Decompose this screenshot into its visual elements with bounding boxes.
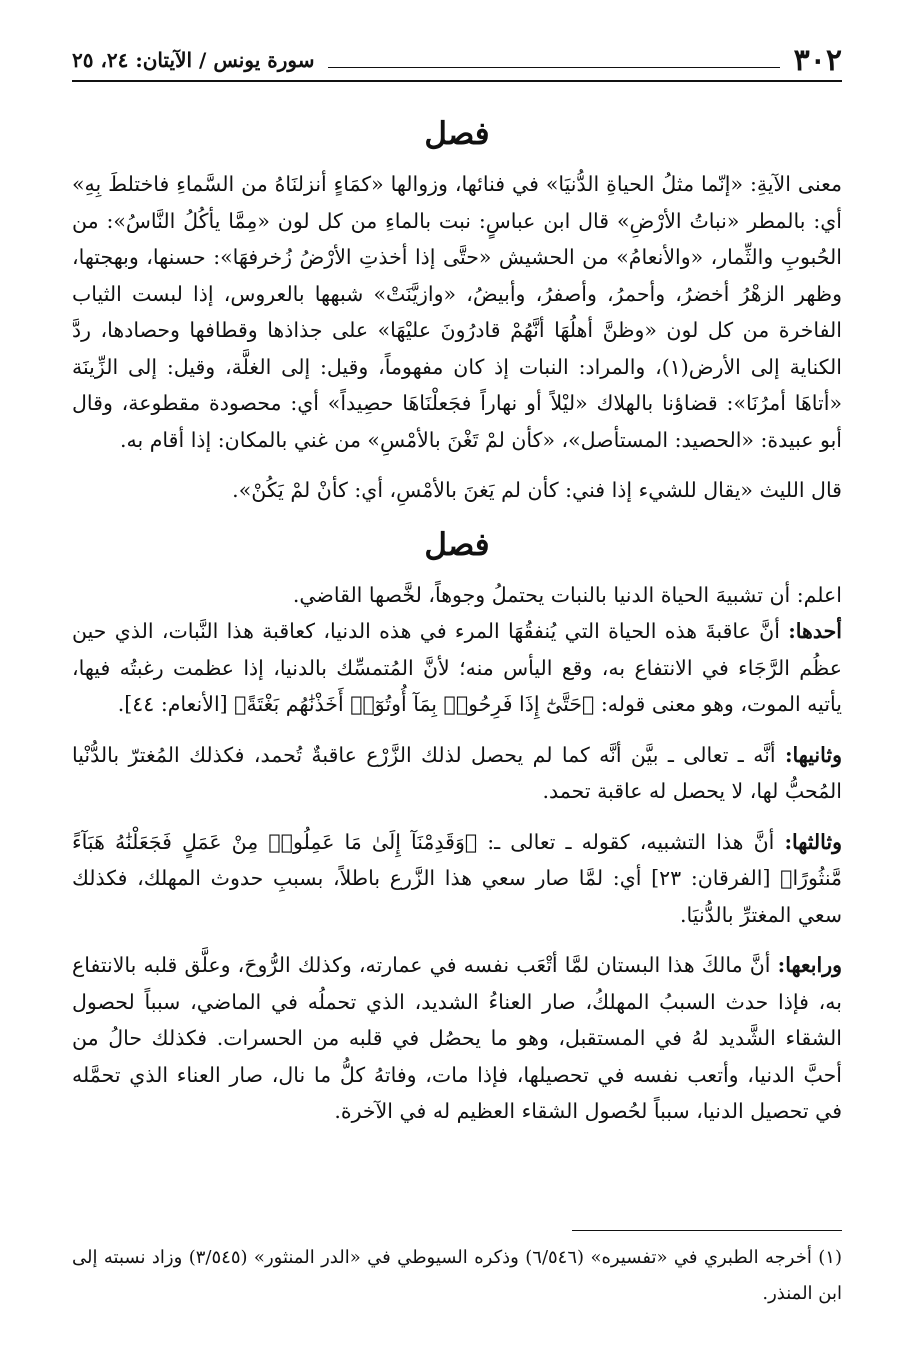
paragraph-lead: أحدها: bbox=[788, 619, 842, 643]
footnote: (١) أخرجه الطبري في «تفسيره» (٦/٥٤٦) وذكره السيوطي في «الدر المنثور» (٣/٥٤٥) وزاد نسبته إلى ابن المنذر. bbox=[72, 1247, 842, 1304]
footnote-divider bbox=[572, 1230, 842, 1231]
paragraph-lead: وثالثها: bbox=[784, 829, 842, 854]
paragraph-lead: ورابعها: bbox=[777, 953, 842, 977]
paragraph-text: أنَّ عاقبةَ هذه الحياة التي يُنفقُهَا المرء في هذه الدنيا، كعاقبة هذا النَّبات، الذي حين عظُم الرَّجَاء في الانتفاع به، وقع اليأس منه؛ لأنَّ المُتمسِّك بالدنيا، إذا عظمت رغبتُه فيها، يأتيه الموت، وهو معنى قوله: ﴿حَتَّىٰٓ إِذَا فَرِحُوا۟ بِمَآ أُوتُوٓا۟ أَخَذْنَٰهُم بَغْتَةً﴾ [الأنعام: ٤٤]. bbox=[72, 619, 842, 716]
section-heading: فصل bbox=[424, 116, 490, 152]
section-heading: فصل bbox=[424, 526, 490, 563]
paragraph-text: أنَّ هذا التشبيه، كقوله ـ تعالى ـ: ﴿وَقَدِمْنَآ إِلَىٰ مَا عَمِلُوا۟ مِنْ عَمَلٍ فَجَعَلْنَٰهُ هَبَآءً مَّنثُورًا﴾ [الفرقان: ٢٣] أي: لمَّا صار سعي هذا الزَّرع باطلاً، بسببِ حدوث المهلك، فكذلك سعي المغترِّ بالدُّنيَا. bbox=[72, 829, 842, 927]
paragraph bbox=[72, 737, 842, 810]
paragraph-text: اعلم: أن تشبيهَ الحياة الدنيا بالنبات يحتملُ وجوهاً، لخَّصها القاضي. bbox=[292, 582, 842, 607]
paragraph bbox=[72, 472, 842, 509]
paragraph bbox=[72, 577, 842, 614]
header-divider bbox=[328, 53, 779, 68]
paragraph-text: أنَّه ـ تعالى ـ بيَّن أنَّه كما لم يحصل لذلك الزَّرْع عاقبةٌ تُحمد، فكذلك المُغترّ بالدُّنْيا المُحبُّ لها، لا يحصل له عاقبة تحمد. bbox=[72, 742, 842, 803]
paragraph bbox=[72, 613, 842, 723]
paragraph-text: معنى الآيةِ: «إنّما مثلُ الحياةِ الدُّنيَا» في فنائها، وزوالها «كمَاءٍ أنزلنَاهُ من السَّماءِ فاختلطَ بِهِ» أي: بالمطر «نباتُ الأرْضِ» قال ابن عباسٍ: نبت بالماءِ من كل لون «مِمَّا يأكُلُ النَّاسُ»: من الحُبوبِ والثِّمار، «والأنعامُ» من الحشيش «حتَّى إذا أخذتِ الأرْضُ زُخرفهَا»: حسنها، وبهجتها، وظهر الزهْرُ أخضرُ، وأحمرُ، وأصفرُ، وأبيضُ، «وازيَّنَتْ» شبهها بالعروس، إذا لبست الثياب الفاخرة من كل لون «وظنَّ أهلُهَا أنَّهُمْ قادرُونَ عليْهَا» على جذاذها وقطافها وحصادها، ردَّ الكناية إلى الأرض(١)، والمراد: النبات إذ كان مفهوماً، وقيل: إلى الغلَّة، وقيل: إلى الزِّينَة «أتاهَا أمرُنَا»: قضاؤنا بالهلاك «ليْلاً أو نهاراً فجَعلْنَاهَا حصِيداً» أي: محصودة مقطوعة، وقال أبو عبيدة: «الحصيد: المستأصل»، «كأن لمْ تَغْنَ بالأمْسِ» من غني بالمكان: إذا أقام به. bbox=[72, 172, 842, 452]
running-head: سورة يونس / الآيتان: ٢٤، ٢٥ bbox=[72, 48, 315, 72]
paragraph-text: أنَّ مالكَ هذا البستان لمَّا أتْعَب نفسه في عمارته، وكذلك الرُّوحَ، وعلَّق قلبه بالانتفاع به، فإذا حدث السببُ المهلكُ، صار العناءُ الشديد، الذي تحملُه في الماضي، سبباً لحصول الشقاء الشَّديد لهُ في المستقبل، وهو ما يحصُل في قلبه من الحسرات. فكذلك حالُ من أحبَّ الدنيا، وأتعب نفسه في تحصيلها، فإذا مات، وفاتهُ كلُّ ما نال، صار العناء الذي تحمَّله في تحصيل الدنيا، سبباً لحُصول الشقاء العظيم له في الآخرة. bbox=[72, 953, 842, 1123]
paragraph bbox=[72, 166, 842, 458]
page-number: ٣٠٢ bbox=[793, 42, 842, 78]
paragraph bbox=[72, 824, 842, 934]
paragraph-text: قال الليث «يقال للشيء إذا فني: كأن لم يَغنَ بالأمْسِ، أي: كأنْ لمْ يَكُنْ». bbox=[232, 478, 842, 502]
paragraph bbox=[72, 947, 842, 1130]
paragraph-lead: وثانيها: bbox=[784, 742, 842, 767]
footnotes bbox=[72, 1240, 842, 1312]
page-body bbox=[72, 112, 842, 1130]
page-header bbox=[72, 40, 842, 82]
